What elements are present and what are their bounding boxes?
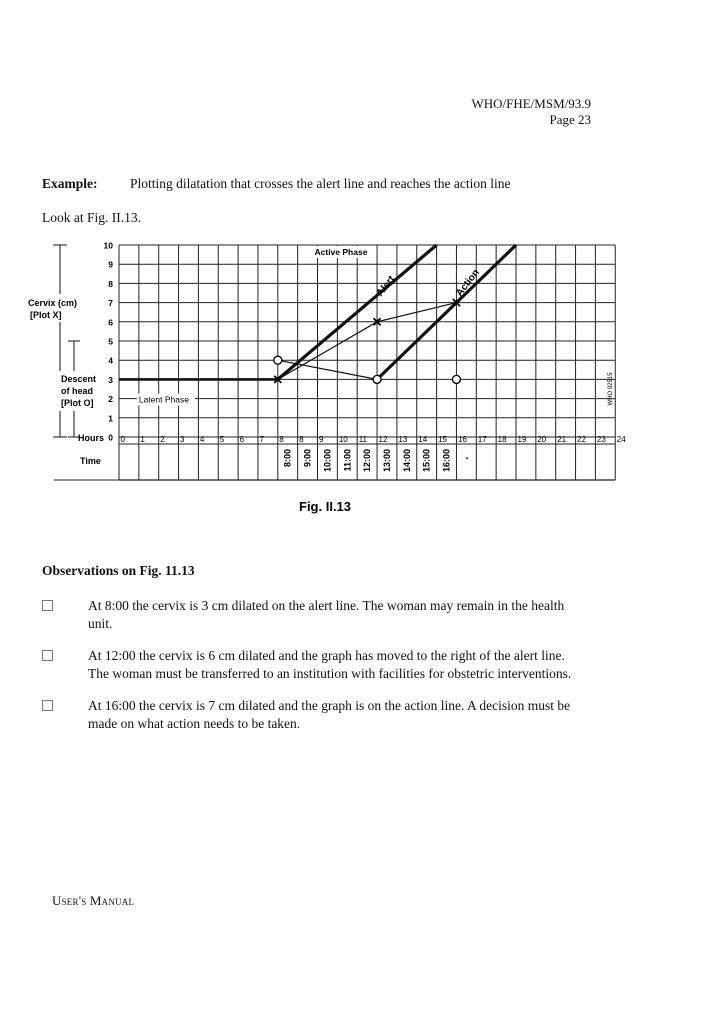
footer-manual-title: User's Manual bbox=[52, 893, 135, 908]
hours-tick-label: 17 bbox=[477, 435, 487, 444]
y-tick-label: 4 bbox=[108, 355, 113, 366]
y-tick-label: 1 bbox=[108, 413, 113, 424]
hours-tick-label: 8 bbox=[299, 435, 304, 444]
observation-line: made on what action needs to be taken. bbox=[88, 716, 301, 731]
page-number: Page 23 bbox=[549, 112, 591, 127]
hours-tick-label: 16 bbox=[457, 435, 467, 444]
observations-title: Observations on Fig. 11.13 bbox=[42, 563, 195, 578]
hours-tick-label: 22 bbox=[577, 435, 586, 444]
hours-tick-label: 15 bbox=[438, 435, 448, 444]
observation-line: At 16:00 the cervix is 7 cm dilated and the graph is on the action line. A decision must be bbox=[88, 698, 571, 713]
time-label: 8:00 bbox=[282, 449, 293, 468]
observation-item bbox=[42, 597, 622, 633]
hours-tick-label: 20 bbox=[537, 435, 547, 444]
alert-line-label: Alert bbox=[374, 273, 398, 299]
partograph-figure bbox=[24, 238, 626, 528]
hours-tick-label: 14 bbox=[418, 435, 428, 444]
hours-tick-label: 2 bbox=[160, 435, 165, 444]
hours-tick-labels bbox=[121, 435, 627, 444]
y-tick-label: 5 bbox=[108, 336, 113, 347]
action-line-label: Action bbox=[454, 267, 482, 299]
hours-tick-label: 9 bbox=[319, 435, 324, 444]
time-label-heading: Time bbox=[80, 456, 101, 466]
example-label: Example: bbox=[42, 176, 98, 191]
hours-tick-label: 0 bbox=[120, 435, 125, 444]
hours-tick-label: 7 bbox=[259, 435, 264, 444]
observation-item bbox=[42, 647, 622, 683]
time-label: 15:00 bbox=[421, 449, 432, 473]
y-tick-label: 6 bbox=[108, 317, 113, 328]
example-line bbox=[42, 176, 511, 192]
series-line bbox=[278, 360, 377, 379]
hours-tick-label: 5 bbox=[219, 435, 225, 444]
time-label: 13:00 bbox=[381, 449, 392, 473]
y-tick-label: 9 bbox=[108, 259, 113, 270]
y-tick-label: 7 bbox=[108, 298, 113, 309]
y-tick-label: 0 bbox=[108, 432, 113, 443]
hours-tick-label: 24 bbox=[616, 435, 626, 444]
document-id: WHO/FHE/MSM/93.9 bbox=[471, 96, 591, 111]
hours-tick-label: 18 bbox=[497, 435, 507, 444]
hours-tick-label: 1 bbox=[140, 435, 145, 444]
bullet-box-icon bbox=[42, 650, 53, 661]
hours-tick-label: 3 bbox=[180, 435, 185, 444]
example-text: Plotting dilatation that crosses the alert line and reaches the action line bbox=[130, 176, 511, 191]
latent-phase-label: Latent Phase bbox=[138, 394, 189, 405]
hours-tick-label: 21 bbox=[557, 435, 567, 444]
observation-line: At 8:00 the cervix is 3 cm dilated on the alert line. The woman may remain in the health bbox=[88, 598, 565, 613]
hours-label: Hours bbox=[78, 433, 105, 443]
observation-line: The woman must be transferred to an institution with facilities for obstetric interventions. bbox=[88, 666, 572, 681]
bullet-box-icon bbox=[42, 700, 53, 711]
time-dot: . bbox=[465, 450, 469, 462]
hours-tick-label: 13 bbox=[398, 435, 408, 444]
side-code: WHO 92515 bbox=[608, 372, 614, 406]
descent-o-marker bbox=[373, 375, 381, 383]
cervix-label: Cervix (cm) bbox=[28, 298, 78, 308]
time-label: 14:00 bbox=[401, 449, 412, 473]
hours-tick-label: 11 bbox=[358, 435, 368, 444]
chart-grid bbox=[54, 245, 615, 480]
y-tick-label: 2 bbox=[108, 394, 113, 405]
axis-side-labels bbox=[24, 245, 104, 466]
hours-tick-label: 8 bbox=[279, 435, 284, 444]
hours-tick-label: 10 bbox=[338, 435, 348, 444]
descent-label: Descent bbox=[61, 374, 97, 384]
y-tick-label: 3 bbox=[108, 374, 113, 385]
time-label: 11:00 bbox=[342, 449, 353, 472]
time-labels bbox=[283, 449, 452, 472]
look-at-figure-text: Look at Fig. II.13. bbox=[42, 210, 141, 225]
time-label: 12:00 bbox=[362, 449, 373, 473]
descent-o-marker bbox=[274, 356, 282, 364]
y-tick-label: 10 bbox=[103, 240, 113, 251]
series-line-action bbox=[374, 245, 516, 379]
time-label: 16:00 bbox=[441, 449, 452, 473]
hours-tick-label: 6 bbox=[239, 435, 245, 444]
figure-caption: Fig. II.13 bbox=[299, 499, 352, 514]
y-tick-labels bbox=[104, 241, 114, 443]
observation-line: unit. bbox=[88, 616, 113, 631]
cervix-label: [Plot X] bbox=[30, 310, 62, 320]
hours-tick-label: 23 bbox=[596, 435, 606, 444]
active-phase-label: Active Phase bbox=[314, 246, 368, 257]
descent-o-marker bbox=[452, 375, 460, 383]
time-label: 10:00 bbox=[322, 449, 333, 473]
hours-tick-label: 4 bbox=[199, 435, 205, 444]
bullet-box-icon bbox=[42, 600, 53, 611]
descent-label: [Plot O] bbox=[61, 398, 94, 408]
time-label: 9:00 bbox=[302, 449, 313, 468]
descent-label: of head bbox=[61, 386, 94, 396]
observation-line: At 12:00 the cervix is 6 cm dilated and the graph has moved to the right of the alert line. bbox=[88, 648, 565, 663]
y-tick-label: 8 bbox=[108, 278, 113, 289]
observation-item bbox=[42, 697, 622, 733]
hours-tick-label: 19 bbox=[517, 435, 527, 444]
hours-tick-label: 12 bbox=[378, 435, 388, 444]
